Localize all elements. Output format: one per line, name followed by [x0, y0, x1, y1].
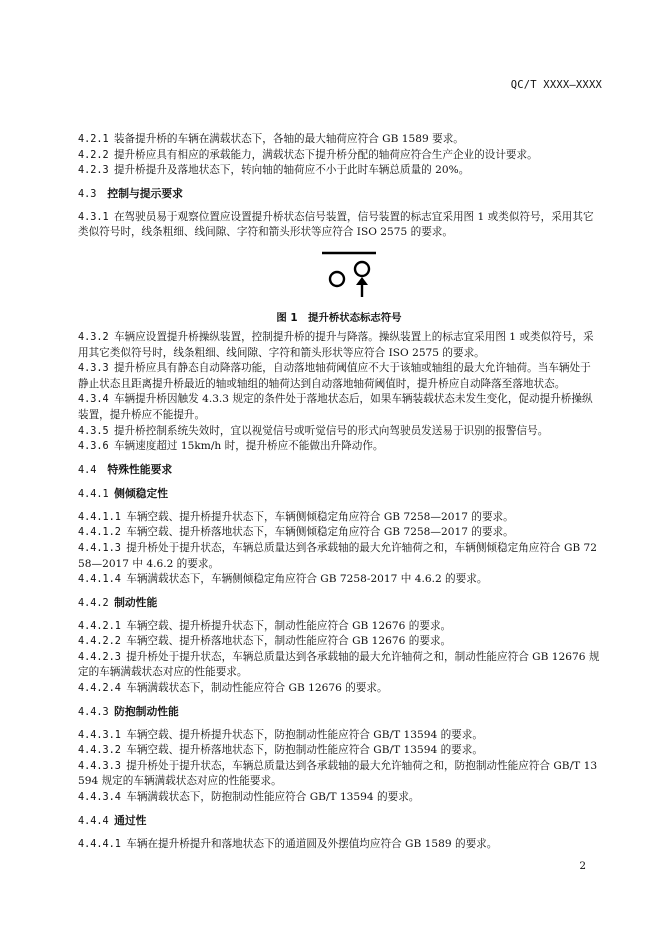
clause-number: 4.3.4	[78, 394, 109, 406]
clause-paragraph	[78, 728, 600, 744]
page-number: 2	[579, 860, 586, 872]
clause-number: 4.3.5	[78, 425, 109, 437]
clause-text: 车辆空载、提升桥落地状态下，防抱制动性能应符合 GB/T 13594 的要求。	[126, 744, 483, 757]
clause-text: 在驾驶员易于观察位置应设置提升桥状态信号装置，信号装置的标志宜采用图 1 或类似符号，采用其它类似符号时，线条粗细、线间隙、字符和箭头形状等应符合 ISO 2575 的要求。	[78, 210, 594, 239]
clause-paragraph	[78, 210, 600, 241]
document-body	[78, 132, 600, 852]
clause-number: 4.2.1	[78, 134, 109, 145]
clause-paragraph	[78, 424, 600, 440]
clause-text: 防抱制动性能	[114, 704, 179, 718]
clause-paragraph	[78, 392, 600, 423]
clause-text: 车辆空载、提升桥落地状态下，制动性能应符合 GB 12676 的要求。	[126, 635, 452, 648]
clause-text: 提升桥控制系统失效时，宜以视觉信号或听觉信号的形式向驾驶员发送易于识别的报警信号。	[113, 424, 549, 437]
lift-axle-status-symbol-figure	[78, 249, 600, 305]
clause-text: 车辆在提升桥提升和落地状态下的通道圆及外摆值均应符合 GB 1589 的要求。	[126, 837, 498, 850]
clause-paragraph	[78, 163, 600, 179]
clause-text: 车辆满载状态下，防抱制动性能应符合 GB/T 13594 的要求。	[126, 791, 420, 804]
section-heading	[78, 186, 600, 203]
clause-paragraph	[78, 681, 600, 697]
clause-text: 车辆空载、提升桥提升状态下，车辆侧倾稳定角应符合 GB 7258—2017 的要求。	[126, 510, 514, 523]
clause-paragraph	[78, 837, 600, 853]
clause-text: 车辆满载状态下，制动性能应符合 GB 12676 的要求。	[126, 682, 388, 695]
section-heading	[78, 462, 600, 479]
clause-text: 制动性能	[114, 595, 158, 609]
clause-paragraph	[78, 743, 600, 759]
clause-text: 提升桥处于提升状态，车辆总质量达到各承载轴的最大允许轴荷之和，制动性能应符合 GB 12676 规定的车辆满载状态对应的性能要求。	[78, 650, 600, 679]
clause-text: 车辆空载、提升桥提升状态下，防抱制动性能应符合 GB/T 13594 的要求。	[126, 728, 483, 741]
clause-paragraph	[78, 439, 600, 455]
figure-caption: 图 1 提升桥状态标志符号	[276, 311, 402, 324]
clause-paragraph	[78, 790, 600, 806]
clause-paragraph	[78, 634, 600, 650]
section-heading	[78, 813, 600, 830]
clause-number: 4.4.2.3	[78, 651, 121, 663]
clause-text: 装备提升桥的车辆在满载状态下，各轴的最大轴荷应符合 GB 1589 要求。	[113, 133, 464, 145]
clause-number: 4.3.3	[78, 363, 109, 375]
clause-number: 4.4.1.3	[78, 542, 121, 554]
clause-paragraph	[78, 572, 600, 588]
clause-number: 4.3.1	[78, 211, 109, 223]
clause-paragraph	[78, 650, 600, 681]
clause-text: 车辆满载状态下，车辆侧倾稳定角应符合 GB 7258-2017 中 4.6.2 的要求。	[126, 573, 488, 586]
clause-number: 4.4.1.2	[78, 527, 121, 539]
clause-text: 提升桥应具有相应的承载能力，满载状态下提升桥分配的轴荷应符合生产企业的设计要求。	[113, 148, 538, 161]
section-heading	[78, 704, 600, 721]
clause-number: 4.3	[78, 188, 97, 200]
clause-number: 4.4.4	[78, 815, 109, 827]
clause-text: 提升桥处于提升状态，车辆总质量达到各承载轴的最大允许轴荷之和，车辆侧倾稳定角应符合 GB 7258—2017 中 4.6.2 的要求。	[78, 541, 598, 570]
clause-number: 4.4.3.1	[78, 729, 121, 741]
clause-text: 通过性	[114, 813, 147, 827]
clause-text: 侧倾稳定性	[114, 486, 169, 500]
clause-number: 4.4.3.4	[78, 792, 121, 804]
clause-paragraph	[78, 759, 600, 790]
clause-number: 4.4.2.2	[78, 636, 121, 648]
clause-number: 4.4.3.3	[78, 760, 121, 772]
clause-number: 4.4.4.1	[78, 838, 121, 850]
clause-text: 提升桥处于提升状态，车辆总质量达到各承载轴的最大允许轴荷之和，防抱制动性能应符合 GB/T 13594 规定的车辆满载状态对应的性能要求。	[78, 759, 598, 788]
clause-text: 特殊性能要求	[107, 462, 173, 476]
clause-number: 4.4.1	[78, 488, 109, 500]
clause-number: 4.4.3.2	[78, 745, 121, 757]
document-code-header: QC/T XXXX—XXXX	[510, 79, 602, 91]
clause-number: 4.4	[78, 464, 97, 476]
clause-paragraph	[78, 525, 600, 541]
clause-text: 车辆应设置提升桥操纵装置，控制提升桥的提升与降落。操纵装置上的标志宜采用图 1 或类似符号，采用其它类似符号时，线条粗细、线间隙、字符和箭头形状等应符合 ISO 2575 的要求。	[78, 330, 594, 359]
clause-text: 提升桥应具有静态自动降落功能，自动落地轴荷阈值应不大于该轴或轴组的最大允许轴荷。当车辆处于静止状态且距离提升桥最近的轴或轴组的轴荷达到自动落地轴荷阈值时，提升桥应自动降落至落地状态。	[78, 362, 591, 390]
clause-number: 4.4.3	[78, 706, 109, 718]
clause-paragraph	[78, 361, 600, 392]
clause-text: 控制与提示要求	[107, 186, 183, 200]
clause-number: 4.4.2	[78, 597, 109, 609]
clause-number: 4.2.2	[78, 149, 109, 161]
lift-axle-symbol-icon	[320, 249, 380, 305]
clause-number: 4.2.3	[78, 165, 109, 177]
clause-number: 4.4.1.1	[78, 511, 121, 523]
section-heading	[78, 486, 600, 503]
clause-paragraph	[78, 132, 600, 148]
clause-number: 4.4.1.4	[78, 574, 121, 586]
clause-paragraph	[78, 510, 600, 526]
clause-text: 车辆速度超过 15km/h 时，提升桥应不能做出升降动作。	[113, 440, 384, 453]
clause-paragraph	[78, 330, 600, 361]
clause-paragraph	[78, 541, 600, 572]
section-heading	[78, 595, 600, 612]
clause-number: 4.3.6	[78, 441, 109, 453]
clause-text: 车辆空载、提升桥落地状态下，车辆侧倾稳定角应符合 GB 7258—2017 的要求。	[126, 526, 514, 539]
clause-paragraph	[78, 148, 600, 164]
clause-text: 提升桥提升及落地状态下，转向轴的轴荷应不小于此时车辆总质量的 20%。	[113, 164, 470, 177]
clause-number: 4.4.2.4	[78, 683, 121, 695]
clause-paragraph	[78, 619, 600, 635]
clause-text: 车辆空载、提升桥提升状态下，制动性能应符合 GB 12676 的要求。	[126, 619, 452, 632]
clause-text: 车辆提升桥因触发 4.3.3 规定的条件处于落地状态后，如果车辆装载状态未发生变化，促动提升桥操纵装置，提升桥应不能提升。	[78, 393, 593, 421]
clause-number: 4.4.2.1	[78, 620, 121, 632]
clause-number: 4.3.2	[78, 331, 109, 343]
